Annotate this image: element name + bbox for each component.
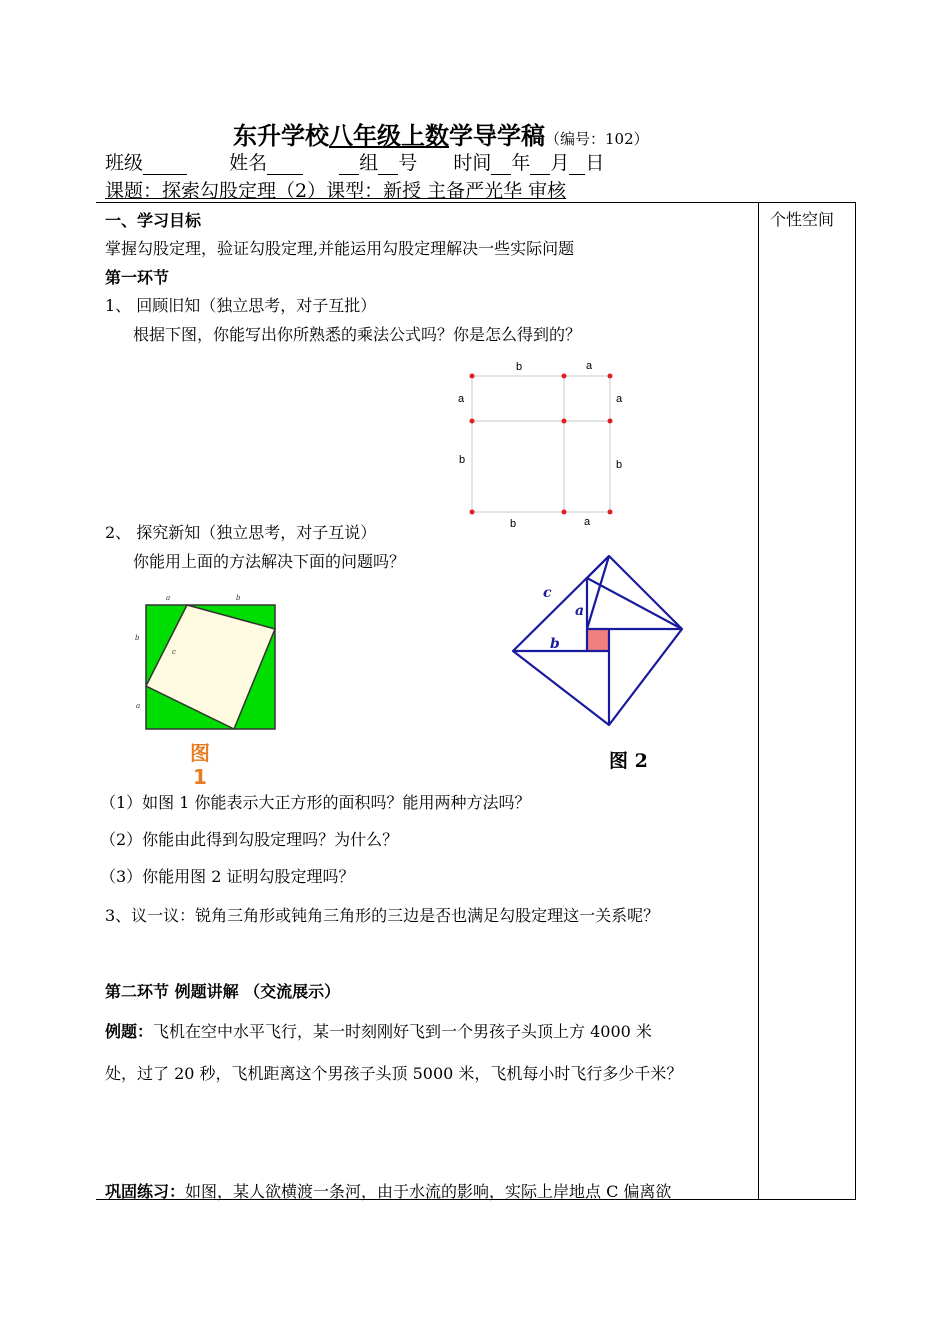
grid-point xyxy=(608,419,613,424)
practice-line xyxy=(105,1179,671,1202)
table-right-border xyxy=(855,202,856,1200)
question-1: （1）如图 1 你能表示大正方形的面积吗？能用两种方法吗？ xyxy=(100,793,531,812)
fig1-label-b-top: b xyxy=(236,594,241,602)
item1-title: 1、 回顾旧知（独立思考，对子互批） xyxy=(105,296,377,315)
seat-label: 号 xyxy=(398,152,418,174)
fig1-label-b-left: b xyxy=(135,634,140,642)
name-label: 姓名 xyxy=(229,152,268,174)
grid-label-right-a: a xyxy=(616,393,623,405)
item2-text: 你能用上面的方法解决下面的问题吗？ xyxy=(133,552,406,571)
practice-label: 巩固练习： xyxy=(105,1182,186,1201)
name-blank[interactable] xyxy=(267,156,303,175)
fig2-label-c: c xyxy=(543,585,552,601)
grid-point xyxy=(562,374,567,379)
grid-label-top-b: b xyxy=(516,361,523,373)
practice-text: 如图，某人欲横渡一条河，由于水流的影响，实际上岸地点 C 偏离欲 xyxy=(185,1182,672,1201)
fig1-label-a-left: a xyxy=(136,702,141,710)
example-text-1: 飞机在空中水平飞行，某一时刻刚好飞到一个男孩子头顶上方 4000 米 xyxy=(153,1022,652,1041)
grid-point xyxy=(470,419,475,424)
part2-heading: 第二环节 例题讲解 （交流展示） xyxy=(105,982,341,1001)
title-doc-type: 学导学稿 xyxy=(449,121,545,150)
grid-label-left-a: a xyxy=(458,393,465,405)
part1-heading: 第一环节 xyxy=(105,268,170,287)
month-label: 月 xyxy=(550,152,570,174)
figure-2 xyxy=(505,550,695,730)
table-column-divider xyxy=(758,202,759,1200)
figure-2-caption: 图 2 xyxy=(609,750,648,772)
example-label: 例题： xyxy=(105,1022,154,1041)
month-blank[interactable] xyxy=(530,156,550,175)
group-label: 组 xyxy=(359,152,379,174)
grid-outer-rect xyxy=(472,376,610,512)
question-3: （3）你能用图 2 证明勾股定理吗？ xyxy=(100,867,355,886)
item1-text: 根据下图，你能写出你所熟悉的乘法公式吗？你是怎么得到的？ xyxy=(133,325,582,344)
grid-label-bottom-b: b xyxy=(510,518,517,530)
fig1-label-c: c xyxy=(172,648,176,656)
day-label: 日 xyxy=(585,152,605,174)
table-top-border xyxy=(96,202,856,203)
grid-point xyxy=(608,510,613,515)
item2-title: 2、 探究新知（独立思考，对子互说） xyxy=(105,523,377,542)
topic-row: 课题：探索勾股定理（2）课型：新授 主备严光华 审核 xyxy=(105,180,567,202)
page-title xyxy=(233,116,649,151)
time-label: 时间 xyxy=(453,152,492,174)
grid-label-right-b: b xyxy=(616,459,623,471)
fig2-center-square xyxy=(587,629,609,651)
group-blank[interactable] xyxy=(339,156,359,175)
fig2-label-b: b xyxy=(550,636,560,652)
example-line-2: 处，过了 20 秒，飞机距离这个男孩子头顶 5000 米，飞机每小时飞行多少千米？ xyxy=(105,1064,683,1083)
figure-1-caption-line1: 图 xyxy=(190,741,210,765)
day-blank[interactable] xyxy=(569,156,585,175)
class-label: 班级 xyxy=(105,152,144,174)
fig2-label-a: a xyxy=(575,603,585,619)
year-label: 年 xyxy=(511,152,531,174)
figure-1-caption xyxy=(188,741,212,789)
grid-label-bottom-a: a xyxy=(584,516,591,528)
example-line-1 xyxy=(105,1019,652,1042)
grid-point xyxy=(562,510,567,515)
fig1-label-a-top: a xyxy=(166,594,171,602)
square-grid-figure xyxy=(450,355,630,535)
figure-1 xyxy=(130,590,280,735)
class-blank[interactable] xyxy=(143,156,187,175)
grid-point xyxy=(470,510,475,515)
fig2-diagonal-1 xyxy=(587,578,682,629)
title-grade: 八年级上数 xyxy=(329,121,449,150)
grid-label-top-a: a xyxy=(586,360,593,372)
grid-label-left-b: b xyxy=(459,454,466,466)
info-row xyxy=(105,148,604,175)
figure-1-caption-line2: 1 xyxy=(193,765,207,789)
grid-point xyxy=(470,374,475,379)
goal-heading: 一、学习目标 xyxy=(105,211,202,230)
grid-point xyxy=(608,374,613,379)
grid-point xyxy=(562,419,567,424)
item3-discussion: 3、议一议：锐角三角形或钝角三角形的三边是否也满足勾股定理这一关系呢？ xyxy=(105,906,660,925)
title-number-note: （编号：102） xyxy=(545,130,649,148)
side-column-title: 个性空间 xyxy=(770,210,835,229)
question-2: （2）你能由此得到勾股定理吗？为什么？ xyxy=(100,830,399,849)
seat-blank[interactable] xyxy=(378,156,398,175)
goal-text: 掌握勾股定理，验证勾股定理,并能运用勾股定理解决一些实际问题 xyxy=(105,239,575,258)
title-school: 东升学校 xyxy=(233,121,329,150)
year-blank[interactable] xyxy=(491,156,511,175)
